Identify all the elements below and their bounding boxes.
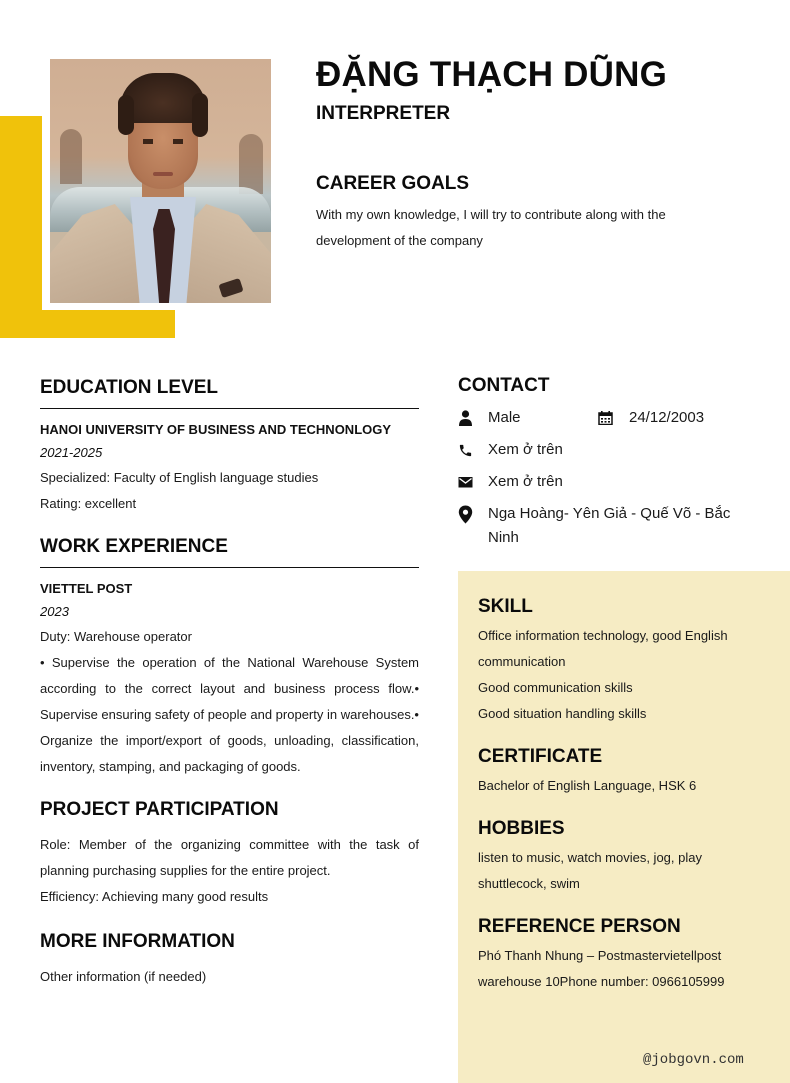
project-section <box>40 796 419 910</box>
location-pin-icon <box>458 502 488 526</box>
contact-heading: CONTACT <box>458 375 550 396</box>
project-heading: PROJECT PARTICIPATION <box>40 799 279 820</box>
calendar-icon <box>598 406 629 430</box>
contact-row-phone <box>458 438 758 462</box>
education-period: 2021-2025 <box>40 445 103 460</box>
work-heading: WORK EXPERIENCE <box>40 536 228 557</box>
phone-icon <box>458 438 488 462</box>
skill-item: Good communication skills <box>478 680 633 695</box>
skill-item: Good situation handling skills <box>478 706 647 721</box>
birthday-value: 24/12/2003 <box>629 409 705 426</box>
address-value: Nga Hoàng- Yên Giả - Quế Võ - Bắc Ninh <box>488 505 731 546</box>
contact-row-gender-birthday <box>458 406 758 430</box>
education-section <box>40 374 419 517</box>
accent-bar-horizontal <box>0 310 175 338</box>
work-duty: Duty: Warehouse operator <box>40 629 192 644</box>
left-column <box>40 374 419 990</box>
divider <box>40 408 419 409</box>
envelope-icon <box>458 470 488 494</box>
gender-value: Male <box>488 409 521 426</box>
project-role: Role: Member of the organizing committee with the task of planning purchasing supplies for the entire project. <box>40 837 419 878</box>
hobbies-heading: HOBBIES <box>478 818 565 839</box>
candidate-name: ĐẶNG THẠCH DŨNG <box>316 55 668 94</box>
email-value: Xem ở trên <box>488 473 563 490</box>
work-description: • Supervise the operation of the National Warehouse System according to the correct layout and business process flow.• Supervise ensuring safety of people and property in warehouses.• Organize the import/export of goods, unloading, classification, inventory, stamping, and packaging of goods. <box>40 655 419 774</box>
skill-item: Office information technology, good English communication <box>478 628 728 669</box>
contact-row-email <box>458 470 758 494</box>
company-name: VIETTEL POST <box>40 581 133 596</box>
watermark: @jobgovn.com <box>643 1052 744 1068</box>
more-info-text: Other information (if needed) <box>40 969 207 984</box>
contact-section <box>458 374 758 550</box>
divider <box>40 567 419 568</box>
certificate-text: Bachelor of English Language, HSK 6 <box>478 778 697 793</box>
more-info-heading: MORE INFORMATION <box>40 931 235 952</box>
career-goals-text: With my own knowledge, I will try to contribute along with the development of the company <box>316 207 666 248</box>
side-panel <box>458 571 790 1083</box>
phone-value: Xem ở trên <box>488 441 563 458</box>
project-efficiency: Efficiency: Achieving many good results <box>40 889 269 904</box>
accent-bar-vertical <box>0 116 42 338</box>
career-goals-heading: CAREER GOALS <box>316 173 470 194</box>
education-heading: EDUCATION LEVEL <box>40 377 219 398</box>
reference-heading: REFERENCE PERSON <box>478 916 681 937</box>
person-icon <box>458 406 488 430</box>
work-year: 2023 <box>40 604 69 619</box>
school-name: HANOI UNIVERSITY OF BUSINESS AND TECHNONLOGY <box>40 422 392 437</box>
skill-heading: SKILL <box>478 596 533 617</box>
education-rating: Rating: excellent <box>40 496 137 511</box>
profile-photo <box>50 59 271 303</box>
contact-row-address <box>458 502 758 550</box>
more-info-section <box>40 928 419 990</box>
job-title: INTERPRETER <box>316 103 451 124</box>
education-specialized: Specialized: Faculty of English language studies <box>40 470 319 485</box>
work-section <box>40 533 419 780</box>
reference-text: Phó Thanh Nhung – Postmastervietellpost warehouse 10Phone number: 0966105999 <box>478 948 725 989</box>
hobbies-text: listen to music, watch movies, jog, play shuttlecock, swim <box>478 850 702 891</box>
certificate-heading: CERTIFICATE <box>478 746 603 767</box>
